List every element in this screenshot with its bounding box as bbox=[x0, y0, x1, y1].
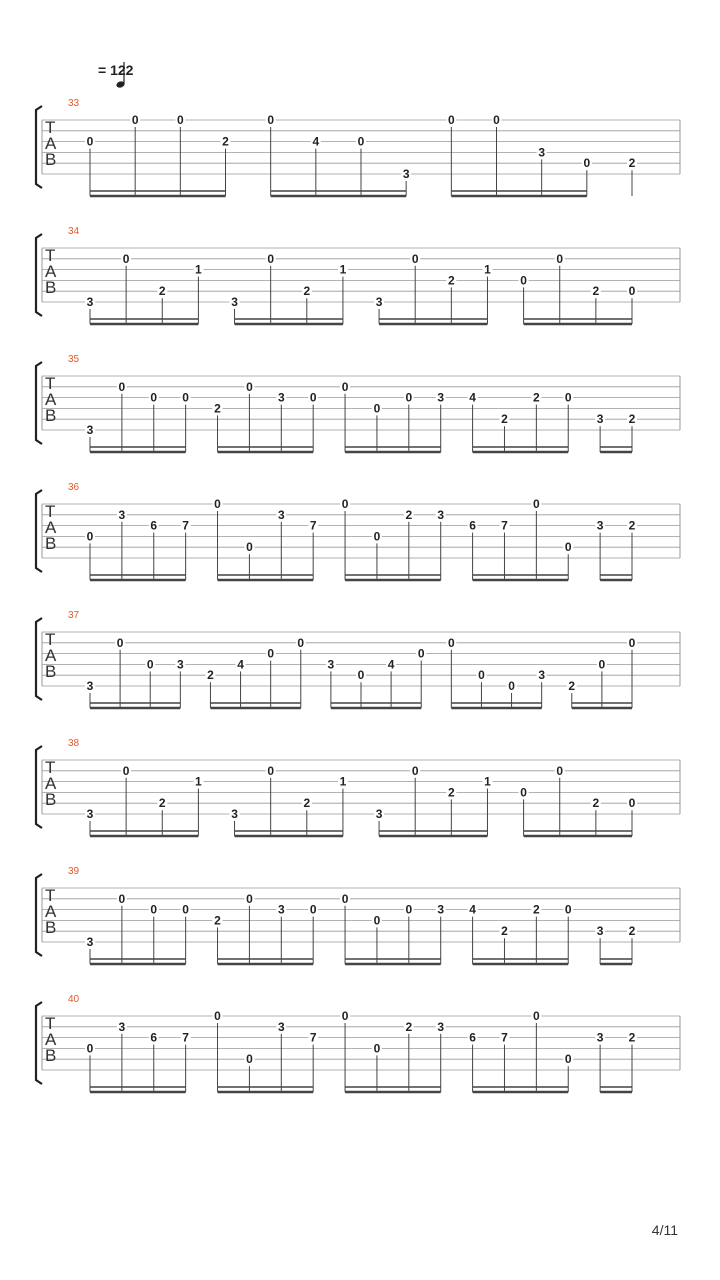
fret-note: 0 bbox=[86, 1041, 94, 1056]
system-bracket bbox=[36, 490, 42, 572]
system-bracket bbox=[36, 106, 42, 188]
tab-clef-letter: A bbox=[45, 774, 57, 793]
fret-note: 0 bbox=[405, 902, 413, 917]
fret-note: 0 bbox=[373, 913, 381, 928]
fret-note: 3 bbox=[86, 935, 94, 949]
fret-note: 1 bbox=[484, 262, 491, 277]
fret-note: 0 bbox=[246, 891, 253, 906]
fret-note: 3 bbox=[327, 657, 335, 672]
tab-clef-letter: A bbox=[45, 390, 57, 409]
measure-number: 34 bbox=[68, 226, 80, 237]
fret-note: 2 bbox=[447, 273, 455, 288]
fret-note: 0 bbox=[447, 635, 455, 650]
fret-note: 6 bbox=[150, 518, 158, 533]
fret-note: 0 bbox=[341, 1009, 349, 1023]
fret-note: 0 bbox=[564, 1052, 572, 1067]
fret-note: 0 bbox=[493, 113, 500, 127]
fret-note: 1 bbox=[484, 774, 491, 789]
fret-note: 7 bbox=[309, 1030, 317, 1045]
tab-clef-letter: A bbox=[45, 134, 57, 153]
fret-note: 2 bbox=[533, 390, 540, 405]
fret-note: 2 bbox=[533, 902, 540, 917]
fret-note: 0 bbox=[150, 390, 158, 405]
fret-note: 0 bbox=[309, 390, 317, 405]
fret-note: 0 bbox=[520, 785, 527, 800]
tab-clef-letter: A bbox=[45, 518, 57, 537]
measure-number: 37 bbox=[68, 610, 80, 621]
fret-note: 2 bbox=[628, 412, 636, 427]
fret-note: 0 bbox=[214, 1009, 221, 1023]
fret-note: 3 bbox=[437, 390, 445, 405]
fret-note: 0 bbox=[150, 902, 158, 917]
fret-note: 3 bbox=[437, 902, 445, 917]
tab-clef-letter: T bbox=[45, 374, 56, 393]
fret-note: 1 bbox=[339, 262, 347, 277]
fret-note: 3 bbox=[596, 412, 604, 427]
fret-note: 0 bbox=[373, 1041, 381, 1056]
fret-note: 0 bbox=[267, 251, 275, 266]
fret-note: 2 bbox=[628, 924, 636, 939]
fret-note: 2 bbox=[592, 284, 600, 299]
fret-note: 0 bbox=[341, 379, 349, 394]
fret-note: 0 bbox=[309, 902, 317, 917]
fret-note: 2 bbox=[447, 785, 455, 800]
fret-note: 2 bbox=[303, 796, 311, 811]
fret-note: 3 bbox=[375, 295, 383, 309]
fret-note: 0 bbox=[297, 635, 305, 650]
fret-note: 0 bbox=[508, 679, 515, 693]
measure-number: 36 bbox=[68, 482, 80, 493]
fret-note: 2 bbox=[628, 1030, 636, 1045]
fret-note: 0 bbox=[564, 902, 572, 917]
tab-clef-letter: B bbox=[45, 918, 57, 937]
tab-clef-letter: T bbox=[45, 1014, 56, 1033]
fret-note: 0 bbox=[116, 635, 124, 650]
tab-clef-letter: B bbox=[45, 150, 57, 169]
fret-note: 3 bbox=[277, 1019, 285, 1034]
fret-note: 4 bbox=[237, 657, 244, 672]
fret-note: 3 bbox=[538, 145, 546, 160]
fret-note: 0 bbox=[628, 284, 636, 299]
tab-clef-letter: B bbox=[45, 1046, 57, 1065]
fret-note: 4 bbox=[387, 657, 395, 672]
fret-note: 3 bbox=[596, 1030, 604, 1045]
fret-note: 4 bbox=[469, 390, 476, 405]
fret-note: 1 bbox=[339, 774, 347, 789]
fret-note: 0 bbox=[357, 134, 365, 149]
tab-clef-letter: T bbox=[45, 118, 56, 137]
fret-note: 0 bbox=[118, 379, 126, 394]
fret-note: 0 bbox=[341, 891, 349, 906]
fret-note: 2 bbox=[158, 284, 166, 299]
tab-clef-letter: B bbox=[45, 406, 57, 425]
measure-number: 33 bbox=[68, 98, 80, 109]
tempo-label: = 122 bbox=[98, 62, 134, 78]
tab-clef-letter: T bbox=[45, 886, 56, 905]
fret-note: 0 bbox=[556, 763, 564, 778]
fret-note: 0 bbox=[417, 646, 425, 661]
fret-note: 0 bbox=[628, 635, 636, 650]
fret-note: 2 bbox=[214, 401, 221, 416]
fret-note: 0 bbox=[267, 113, 275, 127]
fret-note: 3 bbox=[86, 679, 94, 693]
fret-note: 0 bbox=[478, 668, 485, 683]
fret-note: 0 bbox=[246, 540, 253, 555]
fret-note: 3 bbox=[277, 507, 285, 522]
fret-note: 2 bbox=[303, 284, 311, 299]
tab-clef-letter: B bbox=[45, 790, 57, 809]
fret-note: 3 bbox=[277, 390, 285, 405]
tab-clef-letter: T bbox=[45, 246, 56, 265]
fret-note: 0 bbox=[176, 113, 184, 127]
fret-note: 0 bbox=[405, 390, 413, 405]
fret-note: 0 bbox=[267, 646, 275, 661]
fret-note: 3 bbox=[538, 668, 546, 683]
fret-note: 0 bbox=[583, 156, 591, 171]
fret-note: 6 bbox=[150, 1030, 158, 1045]
fret-note: 0 bbox=[122, 763, 130, 778]
fret-note: 2 bbox=[214, 913, 221, 928]
system-bracket bbox=[36, 746, 42, 828]
tab-clef-letter: T bbox=[45, 502, 56, 521]
system-bracket bbox=[36, 234, 42, 316]
fret-note: 6 bbox=[469, 518, 476, 533]
fret-note: 0 bbox=[520, 273, 527, 288]
fret-note: 0 bbox=[564, 540, 572, 555]
fret-note: 0 bbox=[533, 1009, 540, 1023]
system-bracket bbox=[36, 1002, 42, 1084]
tab-clef-letter: A bbox=[45, 646, 57, 665]
fret-note: 1 bbox=[195, 774, 202, 789]
fret-note: 2 bbox=[568, 679, 576, 693]
fret-note: 6 bbox=[469, 1030, 476, 1045]
fret-note: 2 bbox=[405, 1019, 413, 1034]
fret-note: 0 bbox=[267, 763, 275, 778]
fret-note: 3 bbox=[231, 295, 238, 309]
fret-note: 0 bbox=[533, 497, 540, 511]
fret-note: 0 bbox=[411, 763, 419, 778]
fret-note: 1 bbox=[195, 262, 202, 277]
system-bracket bbox=[36, 362, 42, 444]
fret-note: 0 bbox=[118, 891, 126, 906]
tab-clef-letter: A bbox=[45, 262, 57, 281]
fret-note: 0 bbox=[246, 379, 253, 394]
fret-note: 0 bbox=[86, 529, 94, 544]
fret-note: 2 bbox=[405, 507, 413, 522]
fret-note: 0 bbox=[182, 390, 189, 405]
system-bracket bbox=[36, 874, 42, 956]
fret-note: 0 bbox=[628, 796, 636, 811]
measure-number: 40 bbox=[68, 994, 80, 1005]
tab-clef-letter: T bbox=[45, 758, 56, 777]
tab-clef-letter: T bbox=[45, 630, 56, 649]
fret-note: 3 bbox=[277, 902, 285, 917]
measure-number: 39 bbox=[68, 866, 80, 877]
fret-note: 0 bbox=[373, 401, 381, 416]
tab-clef-letter: A bbox=[45, 1030, 57, 1049]
fret-note: 0 bbox=[122, 251, 130, 266]
tab-clef-letter: B bbox=[45, 662, 57, 681]
fret-note: 2 bbox=[628, 156, 636, 171]
fret-note: 3 bbox=[118, 1019, 126, 1034]
fret-note: 3 bbox=[176, 657, 184, 672]
measure-number: 38 bbox=[68, 738, 80, 749]
tab-clef-letter: A bbox=[45, 902, 57, 921]
fret-note: 0 bbox=[86, 134, 94, 149]
fret-note: 7 bbox=[309, 518, 317, 533]
fret-note: 3 bbox=[231, 807, 238, 821]
tab-clef-letter: B bbox=[45, 278, 57, 297]
fret-note: 0 bbox=[556, 251, 564, 266]
fret-note: 2 bbox=[207, 668, 214, 683]
fret-note: 3 bbox=[596, 924, 604, 939]
fret-note: 3 bbox=[86, 423, 94, 437]
fret-note: 0 bbox=[357, 668, 365, 683]
fret-note: 0 bbox=[373, 529, 381, 544]
fret-note: 3 bbox=[437, 507, 445, 522]
fret-note: 0 bbox=[146, 657, 154, 672]
fret-note: 2 bbox=[628, 518, 636, 533]
fret-note: 0 bbox=[411, 251, 419, 266]
fret-note: 0 bbox=[182, 902, 189, 917]
fret-note: 7 bbox=[182, 1030, 189, 1045]
fret-note: 0 bbox=[131, 113, 139, 127]
fret-note: 3 bbox=[437, 1019, 445, 1034]
fret-note: 0 bbox=[341, 497, 349, 511]
fret-note: 4 bbox=[312, 134, 320, 149]
measure-number: 35 bbox=[68, 354, 80, 365]
fret-note: 0 bbox=[447, 113, 455, 127]
fret-note: 3 bbox=[118, 507, 126, 522]
fret-note: 2 bbox=[592, 796, 600, 811]
fret-note: 0 bbox=[246, 1052, 253, 1067]
fret-note: 2 bbox=[222, 134, 229, 149]
fret-note: 2 bbox=[158, 796, 166, 811]
fret-note: 7 bbox=[182, 518, 189, 533]
system-bracket bbox=[36, 618, 42, 700]
fret-note: 3 bbox=[86, 295, 94, 309]
fret-note: 7 bbox=[501, 518, 508, 533]
fret-note: 0 bbox=[214, 497, 221, 511]
fret-note: 3 bbox=[402, 167, 410, 181]
fret-note: 3 bbox=[596, 518, 604, 533]
fret-note: 0 bbox=[598, 657, 606, 672]
fret-note: 7 bbox=[501, 1030, 508, 1045]
fret-note: 2 bbox=[501, 924, 508, 939]
fret-note: 4 bbox=[469, 902, 476, 917]
fret-note: 2 bbox=[501, 412, 508, 427]
tab-clef-letter: B bbox=[45, 534, 57, 553]
page-number: 4/11 bbox=[651, 1222, 678, 1238]
fret-note: 3 bbox=[375, 807, 383, 821]
fret-note: 3 bbox=[86, 807, 94, 821]
fret-note: 0 bbox=[564, 390, 572, 405]
